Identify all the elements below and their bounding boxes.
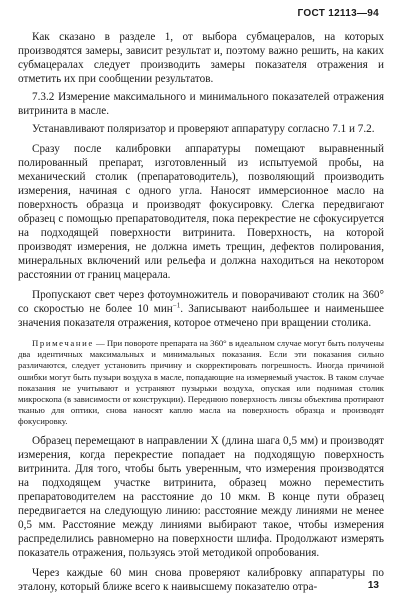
note-text: — При повороте препарата на 360° в идеальном случае могут быть получены два идентичных максимальных и минимальных показания. Если эти показания сильно различаются, следует установить причину и скорректировать погрешность. Иногда причиной ошибки могут быть пузыри воздуха в масле, попадающие на измеряемый участок. В таком случае показания не учитывают и устраняют пузырьки воздуха, опуская или поднимая столик микроскопа (в зависимости от конструкции). Переднюю поверхность линзы объектива протирают тканью для оптики, снова наносят каплю масла на поверхность образца и производят фокусировку. [18,338,384,427]
paragraph-rotation [18,288,384,330]
paragraph-traverse: Образец перемещают в направлении X (длина шага 0,5 мм) и производят измерения, когда перекрестие попадает на подходящую поверхность витринита. Для того, чтобы быть уверенным, что измерения производятся на подходящем участке витринита, образец можно переместить препаратоводителем на расстояние до 10 мкм. В конце пути образец передвигается на следующую линию: расстояние между линиями не менее 0,5 мм. Расстояние между линиями выбирают такое, чтобы измерения распределились равномерно на поверхности шлифа. Продолжают измерять показатель отражения, пользуясь этой методикой опробования. [18,434,384,559]
paragraph-recheck: Через каждые 60 мин снова проверяют калибровку аппаратуры по эталону, который ближе всего к наивысшему показателю отра- [18,566,384,593]
standard-code: ГОСТ 12113—94 [297,8,379,19]
paragraph-intro: Как сказано в разделе 1, от выбора субмацералов, на которых производятся замеры, зависит результат и, поэтому важно решить, на каких субмацералах следует производить замеры показателя отражения и отметить их при сообщении результатов. [18,31,384,85]
note-block [18,338,384,428]
rotation-tail: . Записывают наибольшее и наименьшее значения показателя отражения, которое отмечено при вращении столика. [18,303,384,329]
page-number: 13 [367,580,379,591]
note-label: Примечание [32,338,94,348]
rotation-text: Пропускают свет через фотоумножитель и поворачивают столик на 360° со скоростью не более 10 мин [18,289,384,315]
paragraph-calibration: Сразу после калибровки аппаратуры помещают выравненный полированный препарат, изготовленный из испытуемой пробы, на механический столик (препаратоводитель), позволяющий производить измерения, начиная с одного угла. Наносят иммерсионное масло на поверхность образца и производят фокусировку. Слегка передвигают образец с помощью препаратоводителя, пока перекрестие не сфокусируется на подходящей поверхности витринита. Поверхность, на которой производят измерения, не должна иметь трещин, дефектов полирования, минеральных включений или рельефа и должна находиться на некотором расстоянии от границ мацерала. [18,143,384,281]
paragraph-polarizer: Устанавливают поляризатор и проверяют аппаратуру согласно 7.1 и 7.2. [32,123,375,135]
rotation-unit-exponent: −1 [172,301,181,310]
section-heading: 7.3.2 Измерение максимального и минимального показателей отражения витринита в масле. [18,91,384,117]
page-body [18,30,384,594]
